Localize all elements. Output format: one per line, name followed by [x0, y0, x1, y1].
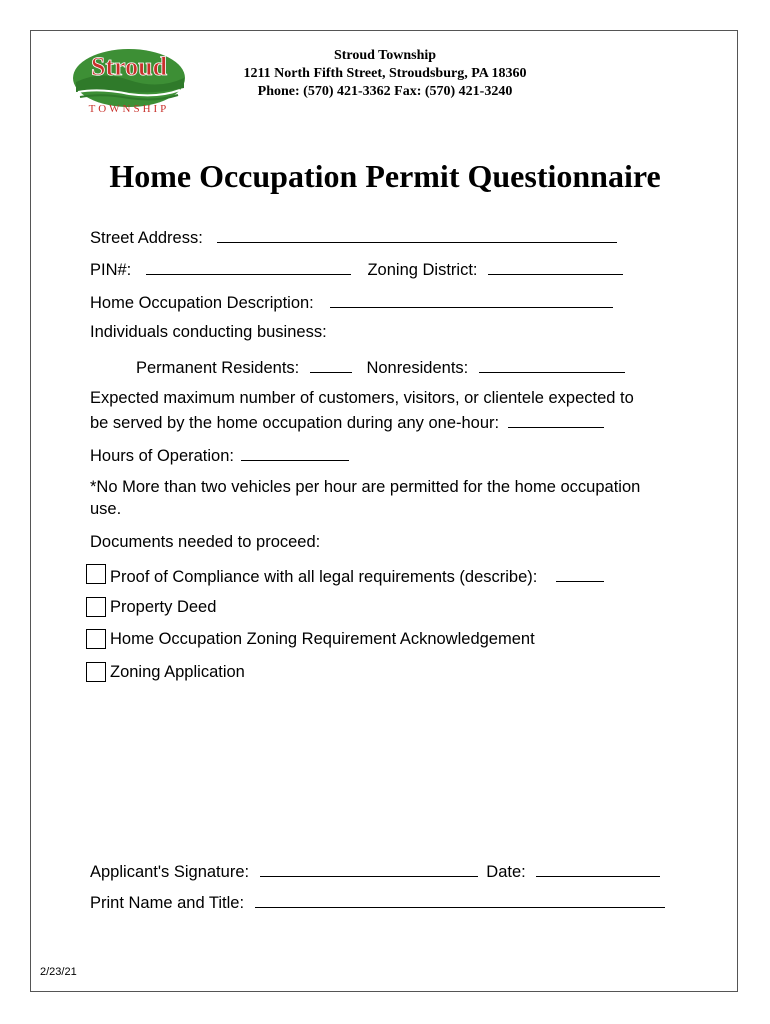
description-row	[90, 291, 613, 313]
nonresidents-label: Nonresidents:	[366, 359, 469, 377]
street-address-label: Street Address:	[90, 229, 203, 247]
expected-line-1: Expected maximum number of customers, visitors, or clientele expected to	[90, 389, 634, 407]
street-address-field[interactable]	[217, 226, 617, 243]
revision-date: 2/23/21	[40, 966, 77, 978]
date-field[interactable]	[536, 860, 660, 877]
description-field[interactable]	[330, 291, 613, 308]
expected-row	[90, 411, 604, 433]
property-deed-checkbox[interactable]	[86, 597, 106, 617]
date-label: Date:	[486, 863, 526, 881]
individuals-label: Individuals conducting business:	[90, 323, 327, 341]
expected-field[interactable]	[508, 411, 604, 428]
print-name-label: Print Name and Title:	[90, 894, 245, 912]
township-name: Stroud Township	[333, 48, 437, 63]
zoning-application-label: Zoning Application	[110, 663, 245, 681]
signature-label: Applicant's Signature:	[90, 863, 250, 881]
property-deed-label: Property Deed	[110, 598, 217, 616]
permanent-residents-field[interactable]	[310, 356, 352, 373]
zoning-district-label: Zoning District:	[367, 261, 478, 279]
residents-row	[136, 356, 625, 378]
pin-row	[90, 258, 623, 280]
proof-of-compliance-field[interactable]	[556, 565, 604, 582]
documents-label: Documents needed to proceed:	[90, 533, 321, 551]
page-title: Home Occupation Permit Questionnaire	[109, 158, 661, 194]
expected-line-2: be served by the home occupation during any one-hour:	[90, 414, 500, 432]
hours-label: Hours of Operation:	[90, 447, 234, 465]
proof-of-compliance-checkbox[interactable]	[86, 564, 106, 584]
hours-field[interactable]	[241, 444, 349, 461]
signature-field[interactable]	[260, 860, 478, 877]
township-contact: Phone: (570) 421-3362 Fax: (570) 421-3240	[257, 84, 513, 99]
zoning-application-checkbox[interactable]	[86, 662, 106, 682]
header	[200, 47, 570, 101]
proof-of-compliance-label: Proof of Compliance with all legal requirements (describe):	[110, 568, 538, 586]
hours-row	[90, 444, 349, 466]
pin-field[interactable]	[146, 258, 351, 275]
proof-of-compliance-row	[110, 565, 604, 587]
street-address-row	[90, 226, 617, 248]
zoning-acknowledgement-checkbox[interactable]	[86, 629, 106, 649]
signature-row	[90, 860, 660, 882]
vehicles-note-line-2: use.	[90, 500, 122, 518]
logo-top-text: Stroud	[90, 52, 168, 81]
vehicles-note-line-1: *No More than two vehicles per hour are permitted for the home occupation	[90, 478, 641, 496]
print-name-row	[90, 891, 665, 913]
stroud-township-logo	[70, 48, 188, 114]
zoning-district-field[interactable]	[488, 258, 623, 275]
pin-label: PIN#:	[90, 261, 132, 279]
logo-bottom-text: TOWNSHIP	[88, 103, 170, 114]
description-label: Home Occupation Description:	[90, 294, 314, 312]
nonresidents-field[interactable]	[479, 356, 625, 373]
print-name-field[interactable]	[255, 891, 665, 908]
township-address: 1211 North Fifth Street, Stroudsburg, PA 18360	[243, 66, 527, 81]
permanent-residents-label: Permanent Residents:	[136, 359, 300, 377]
zoning-acknowledgement-label: Home Occupation Zoning Requirement Acknowledgement	[110, 630, 535, 648]
